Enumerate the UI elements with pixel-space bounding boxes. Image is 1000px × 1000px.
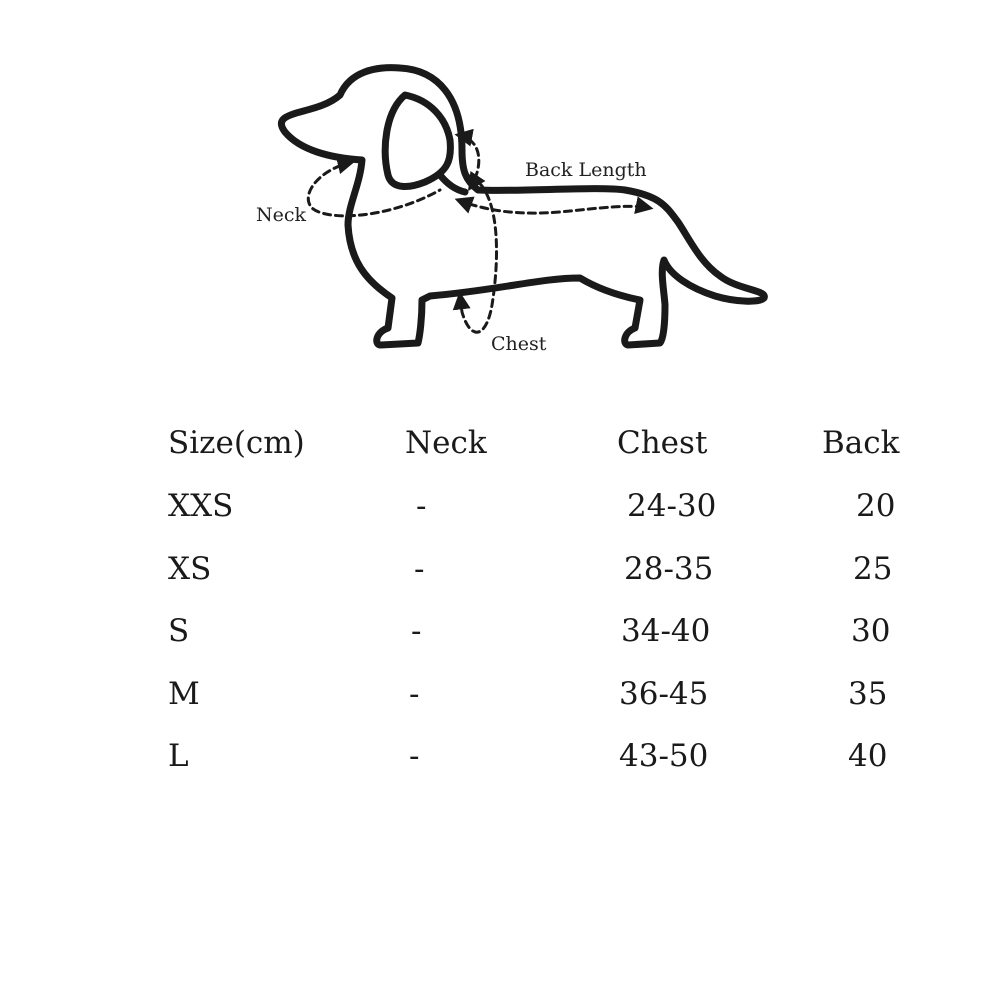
table-cell-chest: 24-30 <box>627 488 717 524</box>
table-cell-size: S <box>168 613 190 649</box>
table-cell-chest: 28-35 <box>624 551 714 587</box>
dog-outline <box>281 68 764 345</box>
chest-measure-arrow <box>460 176 497 332</box>
neck-measure-arrow <box>308 162 440 216</box>
table-cell-neck: - <box>414 551 425 587</box>
table-cell-neck: - <box>416 488 427 524</box>
dog-measurement-diagram <box>0 0 1000 380</box>
table-cell-back: 35 <box>848 676 888 712</box>
neck-label: Neck <box>256 204 307 226</box>
header-size: Size(cm) <box>168 425 305 461</box>
table-cell-size: L <box>168 738 189 774</box>
header-neck: Neck <box>405 425 487 461</box>
table-cell-back: 30 <box>851 613 891 649</box>
header-back: Back <box>822 425 900 461</box>
header-chest: Chest <box>617 425 708 461</box>
table-cell-size: XS <box>168 551 212 587</box>
table-cell-neck: - <box>411 613 422 649</box>
table-cell-chest: 34-40 <box>621 613 711 649</box>
table-cell-neck: - <box>409 676 420 712</box>
table-cell-back: 20 <box>856 488 896 524</box>
table-cell-size: XXS <box>168 488 234 524</box>
back-length-arrow <box>458 200 650 213</box>
table-cell-chest: 36-45 <box>619 676 709 712</box>
table-cell-chest: 43-50 <box>619 738 709 774</box>
table-cell-neck: - <box>409 738 420 774</box>
table-cell-size: M <box>168 676 200 712</box>
table-cell-back: 40 <box>848 738 888 774</box>
back-length-label: Back Length <box>525 159 647 181</box>
table-cell-back: 25 <box>853 551 893 587</box>
chest-label: Chest <box>491 333 547 355</box>
